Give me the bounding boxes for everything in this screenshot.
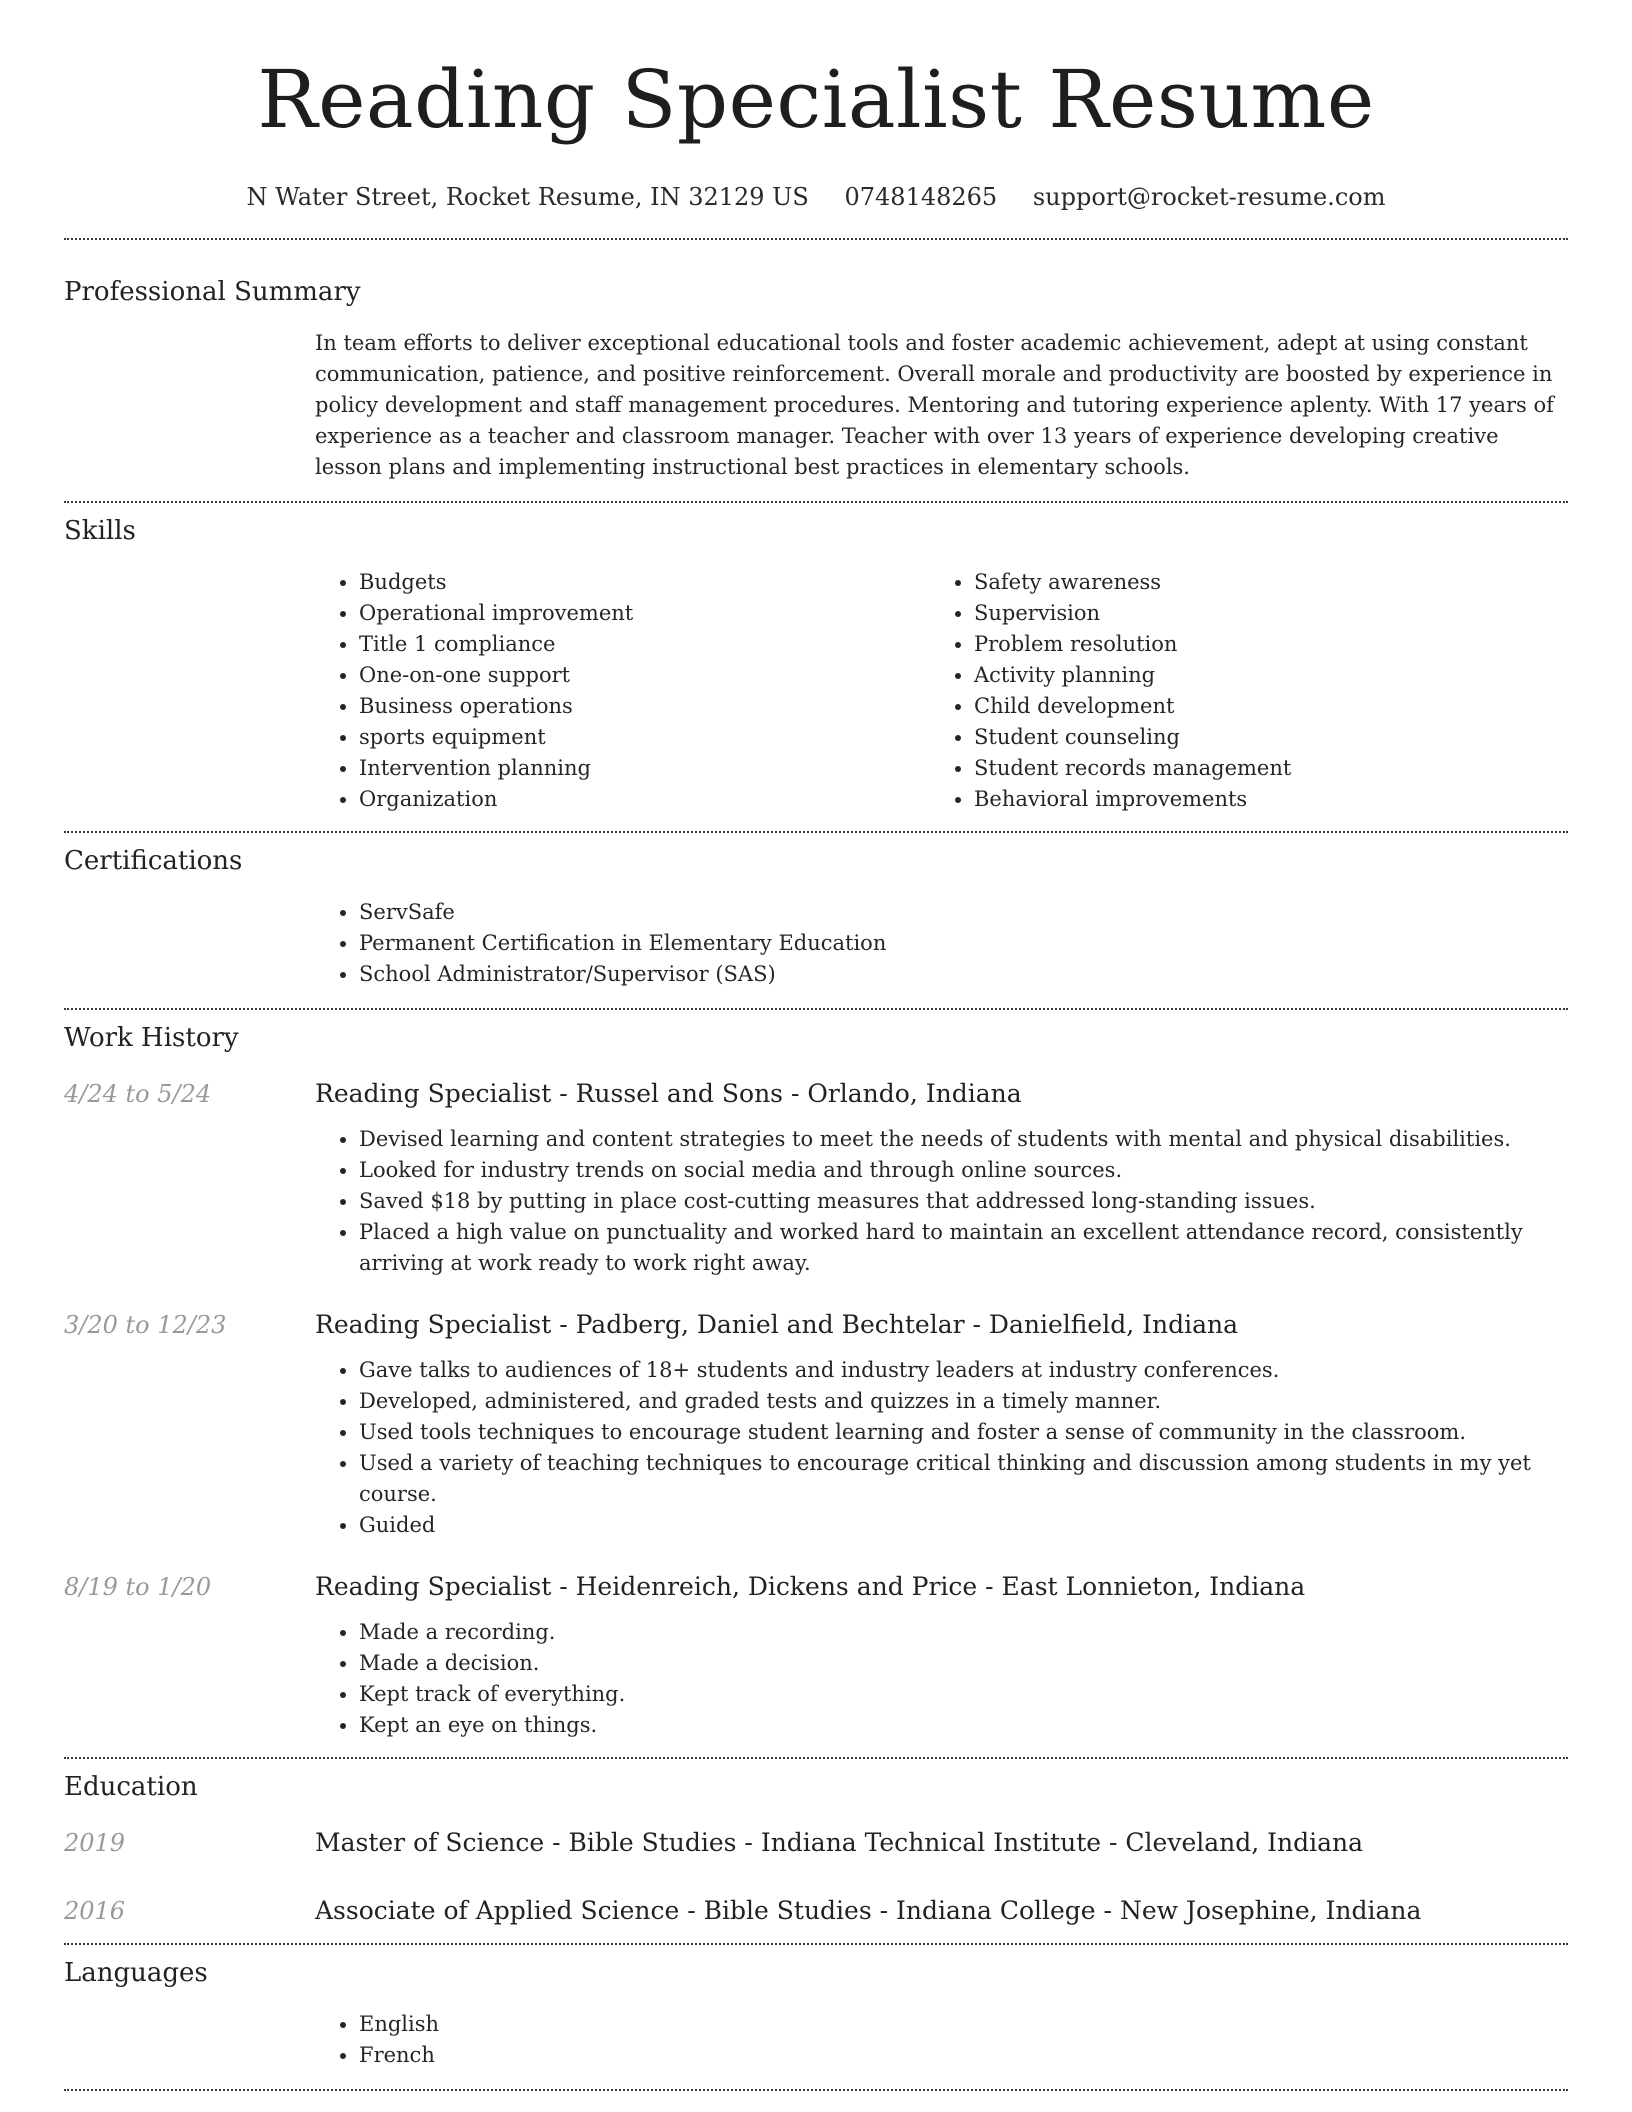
job-dates: 3/20 to 12/23 (64, 1311, 227, 1339)
list-item: • School Administrator/Supervisor (SAS) (359, 959, 1568, 990)
divider (64, 2089, 1568, 2091)
resume-page (64, 0, 1568, 2091)
job-bullets (315, 1124, 1568, 1279)
divider (64, 1757, 1568, 1759)
list-item: • Title 1 compliance (359, 629, 930, 660)
summary-section (64, 276, 1568, 483)
list-item: • One-on-one support (359, 660, 930, 691)
work-heading: Work History (64, 1023, 239, 1053)
list-item: • Made a recording. (359, 1617, 1568, 1648)
divider (64, 238, 1568, 240)
education-year: 2016 (64, 1897, 126, 1925)
summary-heading: Professional Summary (64, 277, 361, 307)
summary-text: In team efforts to deliver exceptional educational tools and foster academic achievement, adept at using constant communication, patience, and positive reinforcement. Overall morale and productivity are boosted by experience in policy development and staff management procedures. Mentoring and tutoring experience aplenty. With 17 years of experience as a teacher and classroom manager. Teacher with over 13 years of experience developing creative lesson plans and implementing instructional best practices in elementary schools. (315, 331, 1554, 479)
list-item: • Guided (359, 1510, 1568, 1541)
list-item: • Saved $18 by putting in place cost-cutting measures that addressed long-standing issues. (359, 1186, 1568, 1217)
list-item: • Student records management (974, 753, 1545, 784)
skills-grid (315, 567, 1568, 815)
contact-phone: 0748148265 (844, 183, 998, 211)
divider (64, 1943, 1568, 1945)
list-item: • Gave talks to audiences of 18+ students and industry leaders at industry conferences. (359, 1355, 1568, 1386)
skills-section (64, 515, 1568, 815)
list-item: • Student counseling (974, 722, 1545, 753)
education-text: Master of Science - Bible Studies - Indiana Technical Institute - Cleveland, Indiana (315, 1828, 1364, 1857)
list-item: • Devised learning and content strategies to meet the needs of students with mental and physical disabilities. (359, 1124, 1568, 1155)
divider (64, 501, 1568, 503)
list-item: • Intervention planning (359, 753, 930, 784)
languages-heading: Languages (64, 1958, 208, 1988)
contact-line (64, 182, 1568, 212)
list-item: • Kept an eye on things. (359, 1710, 1568, 1741)
list-item: • Looked for industry trends on social media and through online sources. (359, 1155, 1568, 1186)
job-bullets (315, 1617, 1568, 1741)
education-heading: Education (64, 1772, 198, 1802)
education-entry (64, 1895, 1568, 1927)
list-item: • Used tools techniques to encourage student learning and foster a sense of community in the classroom. (359, 1417, 1568, 1448)
list-item: • Developed, administered, and graded tests and quizzes in a timely manner. (359, 1386, 1568, 1417)
list-item: • Used a variety of teaching techniques to encourage critical thinking and discussion among students in my yet course. (359, 1448, 1568, 1510)
list-item: • Business operations (359, 691, 930, 722)
list-item: • Supervision (974, 598, 1545, 629)
list-item: • Child development (974, 691, 1545, 722)
page-title: Reading Specialist Resume (257, 53, 1375, 146)
languages-list (315, 2009, 1568, 2071)
education-year: 2019 (64, 1829, 126, 1857)
skills-heading: Skills (64, 516, 136, 546)
list-item: • Behavioral improvements (974, 784, 1545, 815)
education-section (64, 1771, 1568, 1927)
list-item: • Kept track of everything. (359, 1679, 1568, 1710)
certifications-list (315, 897, 1568, 990)
list-item: • Made a decision. (359, 1648, 1568, 1679)
list-item: • Organization (359, 784, 930, 815)
list-item: • ServSafe (359, 897, 1568, 928)
job-dates: 4/24 to 5/24 (64, 1080, 212, 1108)
job-entry (64, 1078, 1568, 1279)
list-item: • Safety awareness (974, 567, 1545, 598)
divider (64, 1008, 1568, 1010)
certifications-section (64, 845, 1568, 990)
job-bullets (315, 1355, 1568, 1541)
education-text: Associate of Applied Science - Bible Studies - Indiana College - New Josephine, Indiana (315, 1896, 1422, 1925)
list-item: • French (359, 2040, 1568, 2071)
skills-list-right (930, 567, 1545, 815)
job-dates: 8/19 to 1/20 (64, 1573, 212, 1601)
list-item: • Permanent Certification in Elementary Education (359, 928, 1568, 959)
list-item: • Problem resolution (974, 629, 1545, 660)
job-title: Reading Specialist - Padberg, Daniel and Bechtelar - Danielfield, Indiana (315, 1310, 1238, 1339)
divider (64, 831, 1568, 833)
job-entry (64, 1309, 1568, 1541)
job-title: Reading Specialist - Russel and Sons - Orlando, Indiana (315, 1079, 1022, 1108)
list-item: • sports equipment (359, 722, 930, 753)
contact-address: N Water Street, Rocket Resume, IN 32129 US (246, 183, 809, 211)
languages-section (64, 1957, 1568, 2071)
list-item: • Operational improvement (359, 598, 930, 629)
job-entry (64, 1571, 1568, 1741)
job-title: Reading Specialist - Heidenreich, Dickens and Price - East Lonnieton, Indiana (315, 1572, 1306, 1601)
skills-list-left (315, 567, 930, 815)
list-item: • Placed a high value on punctuality and worked hard to maintain an excellent attendance record, consistently arriving at work ready to work right away. (359, 1217, 1568, 1279)
certifications-heading: Certifications (64, 846, 243, 876)
work-section (64, 1022, 1568, 1741)
list-item: • English (359, 2009, 1568, 2040)
list-item: • Activity planning (974, 660, 1545, 691)
contact-email: support@rocket-resume.com (1032, 183, 1386, 211)
education-entry (64, 1827, 1568, 1859)
list-item: • Budgets (359, 567, 930, 598)
